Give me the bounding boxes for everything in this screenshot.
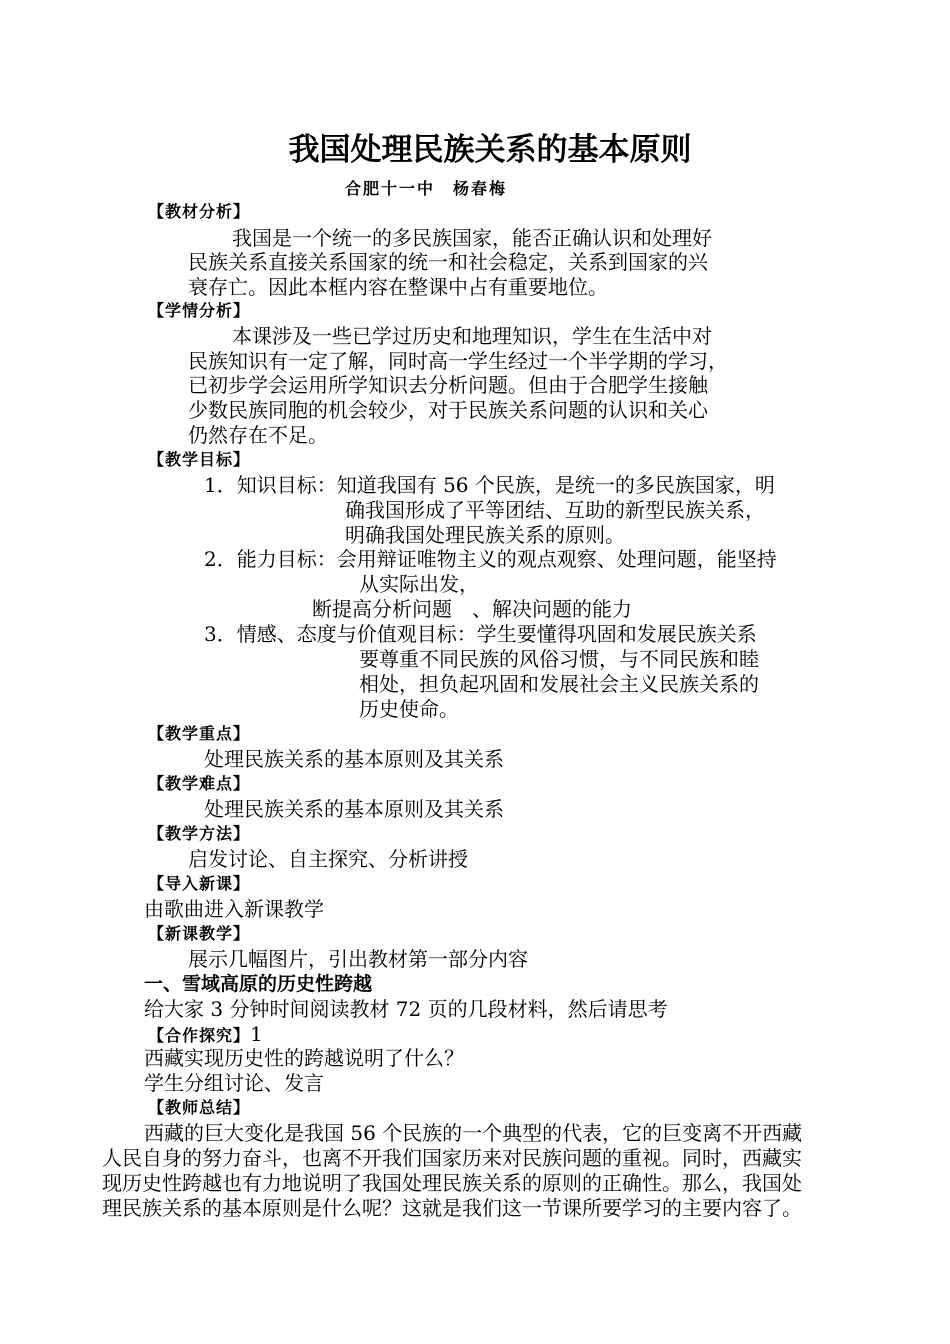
textbook-line-1: 我国是一个统一的多民族国家，能否正确认识和处理好 <box>232 226 712 250</box>
teaching-methods-text: 启发讨论、自主探究、分析讲授 <box>188 847 468 871</box>
goal-3-line-2: 要尊重不同民族的风俗习惯，与不同民族和睦 <box>359 647 759 671</box>
cooperative-inquiry-number: 1 <box>250 1022 263 1046</box>
page-title: 我国处理民族关系的基本原则 <box>288 132 692 168</box>
cooperative-inquiry-row <box>148 1022 263 1047</box>
goal-3-line-3: 相处，担负起巩固和发展社会主义民族关系的 <box>359 672 759 696</box>
heading-teaching-goals: 【教学目标】 <box>148 450 251 469</box>
cooperative-inquiry-question: 西藏实现历史性的跨越说明了什么？ <box>144 1046 464 1070</box>
summary-line-2: 人民自身的努力奋斗，也离不开我们国家历来对民族问题的重视。同时，西藏实 <box>102 1146 802 1170</box>
goal-1-line-1: 1．知识目标：知道我国有 56 个民族，是统一的多民族国家，明 <box>204 473 775 497</box>
heading-new-lesson: 【新课教学】 <box>148 924 251 943</box>
summary-line-4: 理民族关系的基本原则是什么呢？这就是我们这一节课所要学习的主要内容了。 <box>102 1196 802 1220</box>
part-1-text: 给大家 3 分钟时间阅读教材 72 页的几段材料，然后请思考 <box>144 997 668 1021</box>
goal-1-line-2: 确我国形成了平等团结、互助的新型民族关系， <box>345 498 765 522</box>
textbook-line-3: 衰存亡。因此本框内容在整课中占有重要地位。 <box>188 275 608 299</box>
goal-3-line-1: 3．情感、态度与价值观目标：学生要懂得巩固和发展民族关系 <box>204 622 757 646</box>
goal-3-line-4: 历史使命。 <box>359 697 459 721</box>
students-line-3: 已初步学会运用所学知识去分析问题。但由于合肥学生接触 <box>188 373 708 397</box>
heading-teaching-methods: 【教学方法】 <box>148 824 251 843</box>
heading-key-points: 【教学重点】 <box>148 724 251 743</box>
heading-cooperative-inquiry: 【合作探究】 <box>148 1026 251 1045</box>
heading-teacher-summary: 【教师总结】 <box>148 1098 251 1117</box>
cooperative-inquiry-activity: 学生分组讨论、发言 <box>144 1071 324 1095</box>
heading-lesson-intro: 【导入新课】 <box>148 874 251 893</box>
lesson-intro-text: 由歌曲进入新课教学 <box>144 897 324 921</box>
author-line: 合肥十一中 杨春梅 <box>345 179 508 198</box>
goal-2-line-1: 2．能力目标：会用辩证唯物主义的观点观察、处理问题，能坚持 <box>204 547 777 571</box>
summary-line-3: 现历史性跨越也有力地说明了我国处理民族关系的原则的正确性。那么，我国处 <box>102 1171 802 1195</box>
heading-difficult-points: 【教学难点】 <box>148 774 251 793</box>
new-lesson-text: 展示几幅图片，引出教材第一部分内容 <box>188 947 528 971</box>
goal-1-line-3: 明确我国处理民族关系的原则。 <box>345 523 625 547</box>
summary-line-1: 西藏的巨大变化是我国 56 个民族的一个典型的代表，它的巨变离不开西藏 <box>144 1121 803 1145</box>
students-line-5: 仍然存在不足。 <box>188 423 328 447</box>
key-points-text: 处理民族关系的基本原则及其关系 <box>204 747 504 771</box>
section-heading-part-1: 一、雪域高原的历史性跨越 <box>144 973 373 995</box>
students-line-2: 民族知识有一定了解，同时高一学生经过一个半学期的学习， <box>188 349 728 373</box>
textbook-line-2: 民族关系直接关系国家的统一和社会稳定，关系到国家的兴 <box>188 250 708 274</box>
goal-2-line-3: 断提高分析问题 、解决问题的能力 <box>312 597 632 621</box>
heading-student-analysis: 【学情分析】 <box>148 301 251 320</box>
students-line-1: 本课涉及一些已学过历史和地理知识，学生在生活中对 <box>232 324 712 348</box>
students-line-4: 少数民族同胞的机会较少，对于民族关系问题的认识和关心 <box>188 398 708 422</box>
difficult-points-text: 处理民族关系的基本原则及其关系 <box>204 797 504 821</box>
goal-2-line-2: 从实际出发， <box>359 572 479 596</box>
heading-textbook-analysis: 【教材分析】 <box>148 202 251 221</box>
